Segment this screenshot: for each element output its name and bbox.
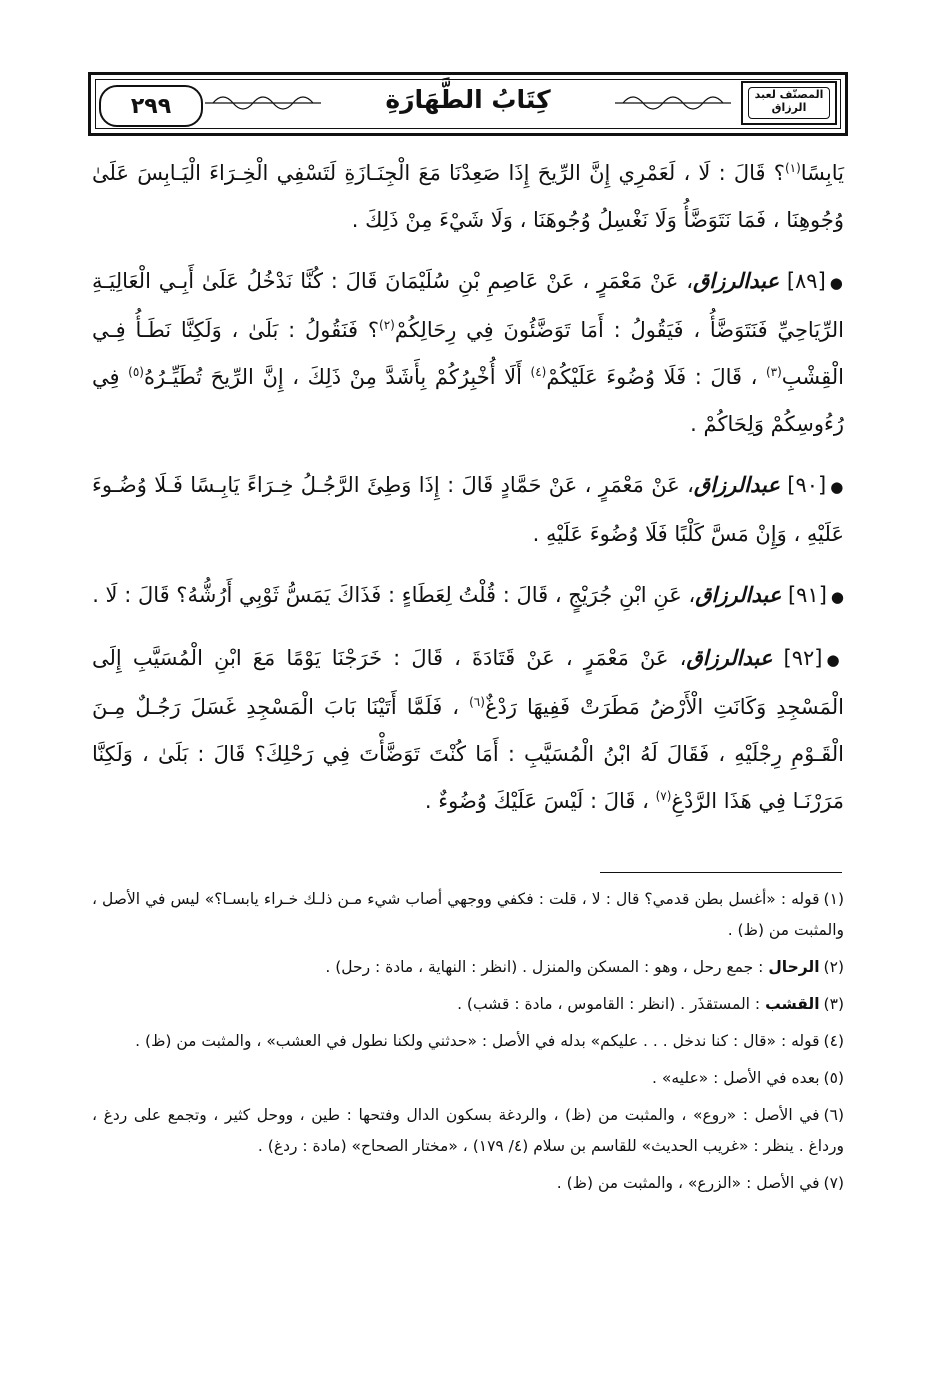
footnote-number: (٣) (823, 995, 844, 1013)
footnote-term: الرحال (768, 958, 820, 976)
text-segment: ، فَلَمَّا أَتَيْنَا بَابَ الْمَسْجِدِ غَسَلَ رَجُـلٌ مِـنَ الْقَـوْمِ رِجْلَيْهِ ، فَقَالَ لَهُ ابْنُ الْمُسَيَّبِ : أَمَا كُنْتَ تَوَضَّأْتَ فِي رَحْلِكَ؟ قَالَ : بَلَىٰ ، وَلَكِنَّا مَرَرْنَـا فِي هَذَا الرَّدْغِ (92, 695, 844, 813)
text-segment: يَابِسًا (800, 161, 844, 185)
footnote-number: (١) (823, 890, 844, 908)
hadith-number: [٩٠] (787, 473, 827, 497)
text-segment: ، عَنْ مَعْمَرٍ ، عَنْ حَمَّادٍ قَالَ : إِذَا وَطِئَ الرَّجُـلُ خِـرَاءً يَابِـسًا فَـلَا وُضُـوءَ عَلَيْهِ ، وَإِنْ مَسَّ كَلْبًا فَلَا وُضُوءَ عَلَيْهِ . (92, 473, 844, 546)
author-name: عبدالرزاق (695, 583, 782, 607)
footnote-ref: (٢) (379, 318, 395, 332)
chapter-title: كِتَابُ الطَّهَارَةِ (385, 85, 551, 114)
text-segment: فِي رُءُوسِكُمْ وَلِحَاكُمْ . (92, 365, 844, 436)
author-name: عبدالرزاق (693, 269, 779, 293)
ornament-right-icon (613, 89, 733, 117)
book-emblem-logo (741, 81, 837, 125)
footnote-ref: (٧) (655, 789, 672, 803)
footnote-ref: (٣) (765, 365, 782, 379)
hadith-number: [٩١] (787, 583, 827, 607)
footnote-number: (٦) (823, 1106, 844, 1124)
text-segment: ؟ فَنَقُولُ : بَلَىٰ ، وَلَكِنَّا نَطَـأُ فِـي الْقِشْبِ (92, 318, 844, 389)
footnote-divider (600, 872, 842, 873)
text-segment: ، قَالَ : فَلَا وُضُوءَ عَلَيْكُمْ (546, 365, 758, 389)
footnote-text: قوله : «أغسل بطن قدمي؟ قال : لا ، قلت : فكفي ووجهي أصاب شيء مـن ذلـك خـراء يابسـا؟» ليس في الأصل ، والمثبت من (ظ) . (92, 890, 844, 939)
footnote-3 (92, 989, 844, 1020)
hadith-number: [٩٢] (783, 646, 823, 670)
main-text (92, 150, 844, 825)
footnote-text: قوله : «قال : كنا ندخل . . . عليكم» بدله في الأصل : «حدثني ولكنا نطول في العشب» ، والمثبت من (ظ) . (135, 1032, 820, 1050)
footnote-text: في الأصل : «روع» ، والمثبت من (ظ) ، والردغة بسكون الدال وفتحها : طين ، ووحل كثير ، وتجمع على ردغ ، ورداغ . ينظر : «غريب الحديث» للقاسم بن سلام (٤/ ١٧٩) ، «مختار الصحاح» (مادة : ردغ) . (92, 1106, 844, 1155)
text-segment: أَلَا أُخْبِرُكُمْ بِأَشَدَّ مِنْ ذَلِكَ ، إِنَّ الرِّيحَ تُطَيِّـرُهُ (143, 365, 522, 389)
hadith-number: [٨٩] (786, 269, 826, 293)
bullet-icon: ● (830, 478, 844, 496)
footnote-text: : المستقذَر . (انظر : القاموس ، مادة : قشب) . (457, 995, 761, 1013)
footnote-ref: (١) (784, 161, 801, 175)
footnote-6 (92, 1100, 844, 1162)
footnote-text: بعده في الأصل : «عليه» . (652, 1069, 820, 1087)
footnote-1 (92, 884, 844, 946)
footnote-ref: (٦) (469, 695, 485, 709)
footnote-text: في الأصل : «الزرع» ، والمثبت من (ظ) . (556, 1174, 820, 1192)
footnote-text: : جمع رحل ، وهو : المسكن والمنزل . (انظر : النهاية ، مادة : رحل) . (325, 958, 764, 976)
hadith-92 (92, 635, 844, 825)
footnotes (92, 884, 844, 1205)
footnote-number: (٤) (823, 1032, 844, 1050)
hadith-91 (92, 572, 844, 621)
page-number: ٢٩٩ (130, 93, 172, 119)
paragraph-continuation (92, 150, 844, 244)
emblem-text: المصنّف لعبد الرزاق (748, 87, 830, 119)
author-name: عبدالرزاق (693, 473, 780, 497)
ornament-left-icon (203, 89, 323, 117)
text-segment: ، عَنْ مَعْمَرٍ ، عَنْ قَتَادَةَ ، قَالَ : خَرَجْنَا يَوْمًا مَعَ ابْنِ الْمُسَيَّبِ إِلَى الْمَسْجِدِ وَكَانَتِ الْأَرْضُ مَطَرَتْ فَفِيهَا رَدْغٌ (92, 646, 844, 719)
footnote-term: القشب (765, 995, 820, 1013)
hadith-90 (92, 462, 844, 558)
text-segment: ؟ قَالَ : لَا ، لَعَمْرِي إِنَّ الرِّيحَ إِذَا صَعِدْنَا مَعَ الْجِنَـازَةِ لَتَسْفِي الْخِـرَاءَ الْيَـابِسَ عَلَىٰ وُجُوهِنَا ، فَمَا نَتَوَضَّأُ وَلَا نَغْسِلُ وُجُوهَنَا ، وَلَا شَيْءَ مِنْ ذَلِكَ . (92, 161, 844, 232)
page-number-badge (99, 85, 203, 127)
footnote-number: (٥) (823, 1069, 844, 1087)
text-segment: ، عَنِ ابْنِ جُرَيْجٍ ، قَالَ : قُلْتُ لِعَطَاءٍ : فَذَاكَ يَمَسُّ ثَوْبِي أَرُشُّهُ؟ قَالَ : لَا . (92, 583, 696, 607)
text-segment: ، عَنْ مَعْمَرٍ ، عَنْ عَاصِمِ بْنِ سُلَيْمَانَ قَالَ : كُنَّا نَدْخُلُ عَلَىٰ أَبِـي الْعَالِيَـةِ الرِّيَاحِيِّ فَنَتَوَضَّأُ ، فَيَقُولُ : أَمَا تَوَضَّئُونَ فِي رِحَالِكُمْ (92, 269, 844, 342)
footnote-4 (92, 1026, 844, 1057)
footnote-7 (92, 1168, 844, 1199)
footnote-number: (٢) (823, 958, 844, 976)
bullet-icon: ● (830, 588, 844, 606)
footnote-ref: (٥) (128, 365, 144, 379)
author-name: عبدالرزاق (686, 646, 773, 670)
page-header (88, 72, 848, 136)
footnote-number: (٧) (823, 1174, 844, 1192)
bullet-icon: ● (829, 274, 845, 292)
text-segment: ، قَالَ : لَيْسَ عَلَيْكَ وُضُوءٌ . (424, 789, 649, 813)
footnote-5 (92, 1063, 844, 1094)
footnote-2 (92, 952, 844, 983)
hadith-89 (92, 258, 844, 448)
footnote-ref: (٤) (530, 365, 547, 379)
bullet-icon: ● (826, 651, 844, 669)
